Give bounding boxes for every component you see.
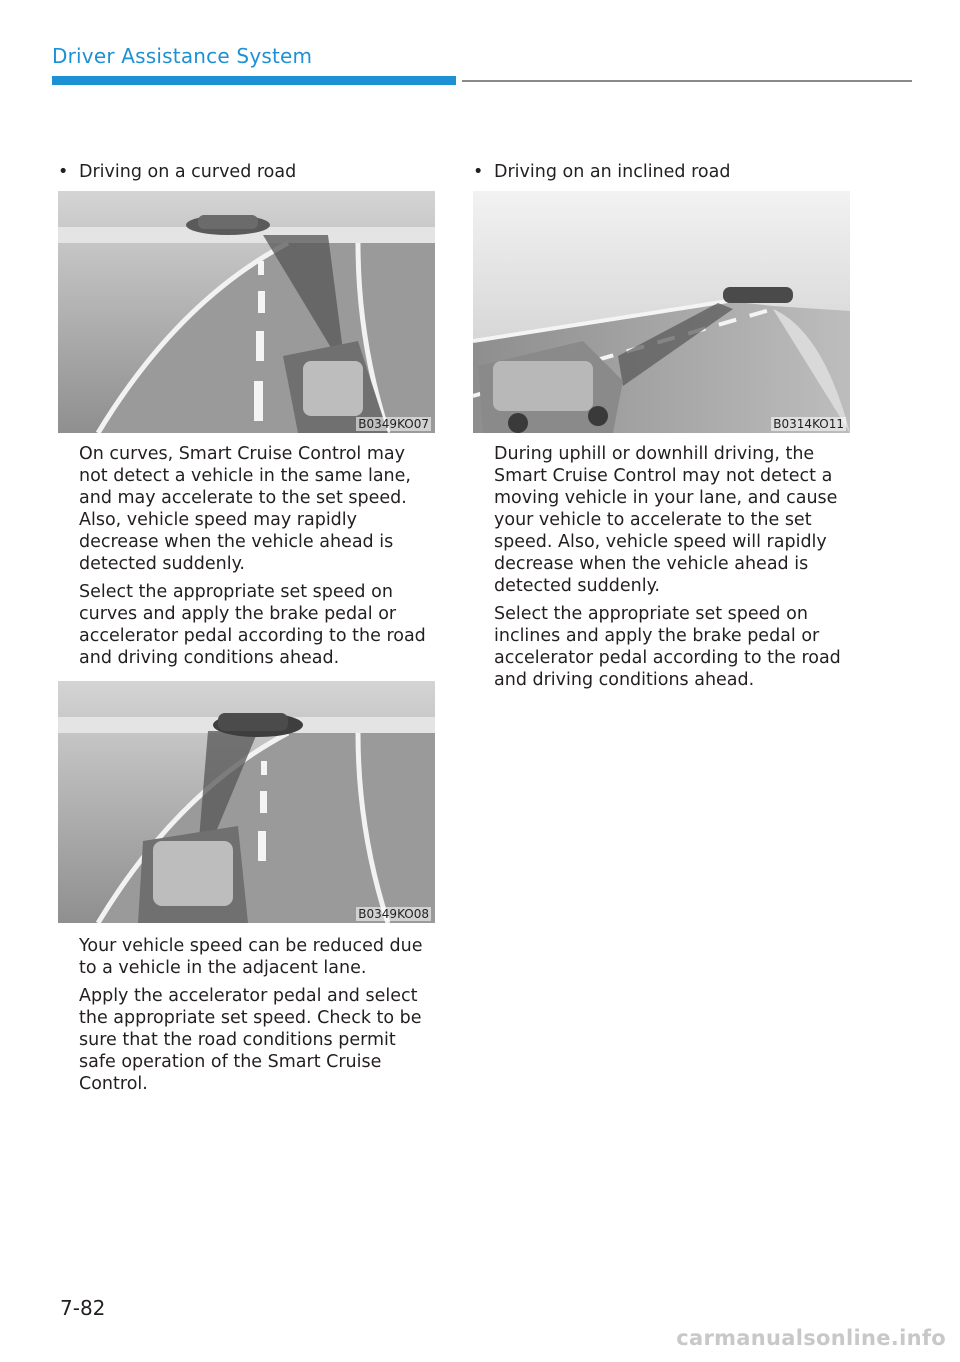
paragraph: Select the appropriate set speed on curves and apply the brake pedal or accelerator pedal according to the road and driving conditions ahead. [79, 582, 426, 668]
right-column [467, 160, 847, 697]
paragraph: Apply the accelerator pedal and select the appropriate set speed. Check to be sure that the road conditions permit safe operation of the Smart Cruise Control. [79, 986, 422, 1094]
bullet-text: Driving on a curved road [79, 162, 297, 182]
header-rule [462, 80, 912, 82]
bullet-text: Driving on an inclined road [494, 162, 731, 182]
figure-code: B0349KO08 [358, 907, 429, 921]
bullet-dot-icon: • [58, 162, 69, 182]
section-title: Driver Assistance System [52, 44, 313, 68]
paragraph: Your vehicle speed can be reduced due to a vehicle in the adjacent lane. [79, 936, 423, 978]
bullet-inclined-road [467, 160, 847, 184]
curved-road-illustration [58, 191, 435, 433]
adjacent-lane-illustration [58, 681, 435, 923]
left-column [52, 160, 432, 1101]
paragraph: On curves, Smart Cruise Control may not detect a vehicle in the same lane, and may accelerate to the set speed. Also, vehicle speed may rapidly decrease when the vehicle ahead is detected suddenly. [79, 444, 411, 574]
figure-curved-road [58, 191, 435, 433]
bullet-dot-icon: • [473, 162, 484, 182]
watermark: carmanualsonline.info [676, 1326, 946, 1350]
figure-code: B0349KO07 [358, 417, 429, 431]
figure-code: B0314KO11 [773, 417, 844, 431]
inclined-road-illustration [473, 191, 850, 433]
paragraph: Select the appropriate set speed on inclines and apply the brake pedal or accelerator pedal according to the road and driving conditions ahead. [494, 604, 841, 690]
page-number: 7-82 [60, 1296, 106, 1320]
figure-inclined-road [473, 191, 850, 433]
header-rule-accent [52, 76, 456, 85]
paragraph: During uphill or downhill driving, the Smart Cruise Control may not detect a moving vehicle in your lane, and cause your vehicle to accelerate to the set speed. Also, vehicle speed will rapidly decrease when the vehicle ahead is detected suddenly. [494, 444, 838, 596]
figure-adjacent-lane [58, 681, 435, 923]
bullet-curved-road [52, 160, 432, 184]
